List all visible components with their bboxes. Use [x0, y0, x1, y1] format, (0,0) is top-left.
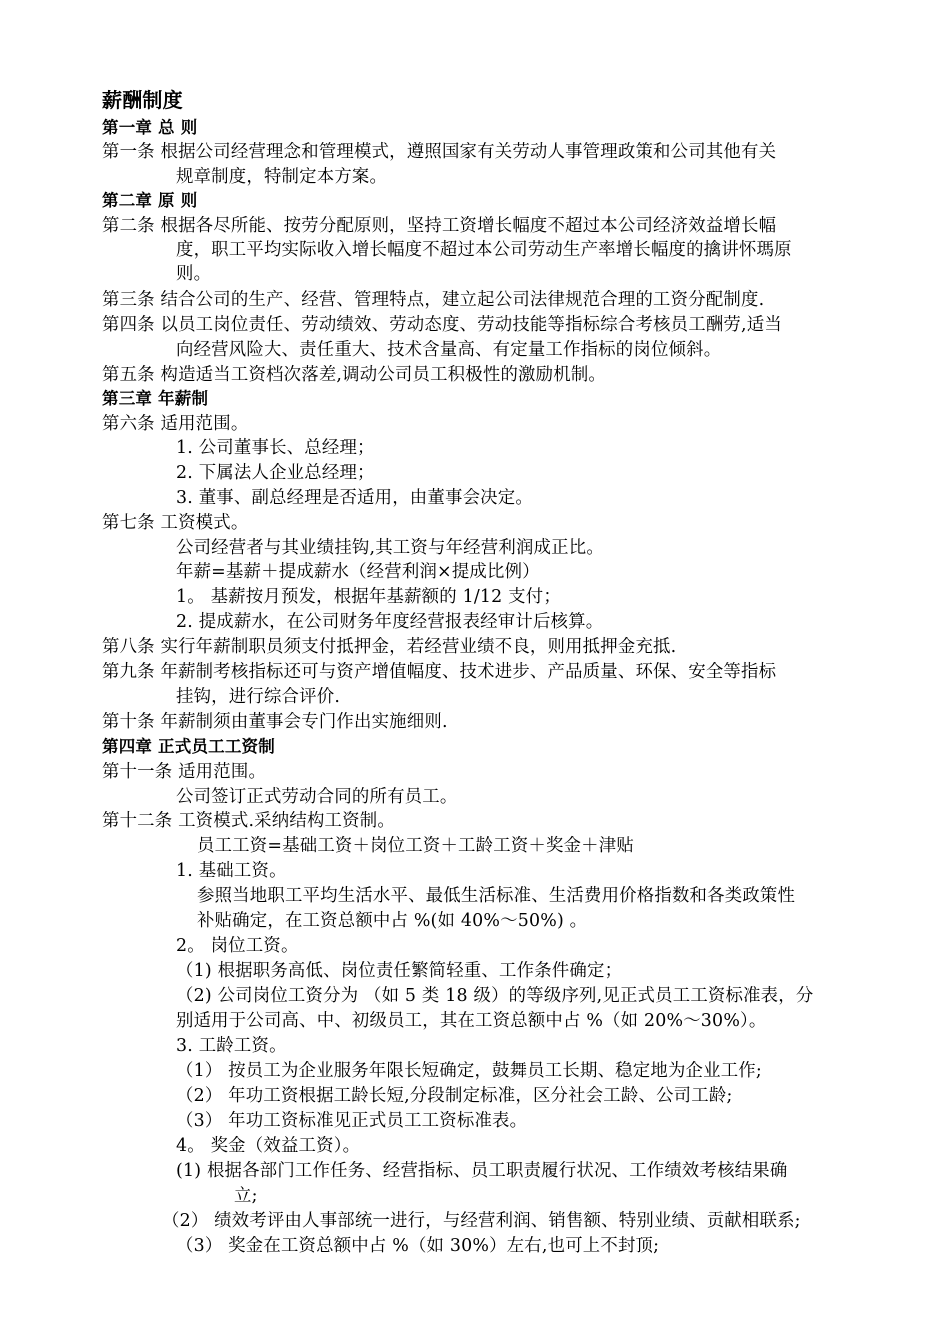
text-line: 第十条 年薪制须由董事会专门作出实施细则. — [102, 712, 448, 732]
text-line: 1. 基础工资。 — [176, 861, 287, 881]
text-line: 别适用于公司高、中、初级员工，其在工资总额中占 %（如 20%～30%）。 — [176, 1011, 767, 1031]
text-line: 公司签订正式劳动合同的所有员工。 — [176, 787, 458, 807]
chapter-heading: 第四章 正式员工工资制 — [102, 737, 275, 756]
chapter-heading: 第三章 年薪制 — [102, 389, 209, 408]
text-line: 公司经营者与其业绩挂钩,其工资与年经营利润成正比。 — [176, 538, 604, 558]
text-line: 规章制度，特制定本方案。 — [176, 167, 388, 187]
text-line: 第三条 结合公司的生产、经营、管理特点，建立起公司法律规范合理的工资分配制度. — [102, 290, 765, 310]
text-line: 则。 — [176, 264, 212, 284]
text-line: 度，职工平均实际收入增长幅度不超过本公司劳动生产率增长幅度的擒讲怀瑪原 — [176, 240, 792, 260]
text-line: 补贴确定，在工资总额中占 %(如 40%～50%) 。 — [197, 911, 588, 931]
text-line: 第七条 工资模式。 — [102, 513, 249, 533]
text-line: 第十二条 工资模式.采纳结构工资制。 — [102, 811, 395, 831]
text-line: (1) 根据各部门工作任务、经营指标、员工职责履行状况、工作绩效考核结果确 — [176, 1161, 788, 1181]
text-line: （3） 奖金在工资总额中占 %（如 30%）左右,也可上不封顶; — [176, 1236, 660, 1256]
text-line: 第一条 根据公司经营理念和管理模式，遵照国家有关劳动人事管理政策和公司其他有关 — [102, 142, 777, 162]
text-line: （1) 根据职务高低、岗位责任繁简轻重、工作条件确定； — [176, 961, 623, 981]
text-line: 第六条 适用范围。 — [102, 414, 249, 434]
text-line: （2) 公司岗位工资分为 （如 5 类 18 级）的等级序列,见正式员工工资标准表，分 — [176, 986, 814, 1006]
text-line: 挂钩，进行综合评价. — [176, 687, 341, 707]
text-line: 第四条 以员工岗位责任、劳动绩效、劳动态度、劳动技能等指标综合考核员工酬劳,适当 — [102, 315, 782, 335]
text-line: 1. 公司董事长、总经理； — [176, 438, 375, 458]
text-line: 第八条 实行年薪制职员须支付抵押金，若经营业绩不良，则用抵押金充抵. — [102, 637, 677, 657]
text-line: （3） 年功工资标准见正式员工工资标准表。 — [176, 1111, 528, 1131]
text-line: 第二条 根据各尽所能、按劳分配原则，坚持工资增长幅度不超过本公司经济效益增长幅 — [102, 216, 777, 236]
document-title: 薪酬制度 — [102, 88, 183, 112]
text-line: （1） 按员工为企业服务年限长短确定，鼓舞员工长期、稳定地为企业工作; — [176, 1061, 762, 1081]
text-line: 3. 董事、副总经理是否适用，由董事会决定。 — [176, 488, 533, 508]
text-line: （2） 年功工资根据工龄长短,分段制定标准，区分社会工龄、公司工龄; — [176, 1086, 733, 1106]
chapter-heading: 第二章 原 则 — [102, 191, 198, 210]
text-line: 3. 工龄工资。 — [176, 1036, 287, 1056]
text-line: 2. 下属法人企业总经理； — [176, 463, 375, 483]
text-line: 参照当地职工平均生活水平、最低生活标准、生活费用价格指数和各类政策性 — [197, 886, 796, 906]
text-line: （2） 绩效考评由人事部统一进行，与经营利润、销售额、特别业绩、贡献相联系; — [162, 1211, 801, 1231]
text-line: 向经营风险大、责任重大、技术含量高、有定量工作指标的岗位倾斜。 — [176, 340, 722, 360]
text-line: 1。 基薪按月预发，根据年基薪额的 1/12 支付； — [176, 587, 561, 607]
text-line: 第五条 构造适当工资档次落差,调动公司员工积极性的激励机制。 — [102, 365, 606, 385]
text-line: 2. 提成薪水，在公司财务年度经营报表经审计后核算。 — [176, 612, 604, 632]
text-line: 年薪=基薪＋提成薪水（经营利润×提成比例） — [176, 562, 540, 582]
text-line: 立; — [234, 1186, 258, 1206]
text-line: 第九条 年薪制考核指标还可与资产增值幅度、技术进步、产品质量、环保、安全等指标 — [102, 662, 777, 682]
text-line: 2。 岗位工资。 — [176, 936, 299, 956]
text-line: 员工工资=基础工资＋岗位工资＋工龄工资＋奖金＋津贴 — [197, 836, 634, 856]
text-line: 4。 奖金（效益工资）。 — [176, 1136, 361, 1156]
chapter-heading: 第一章 总 则 — [102, 118, 198, 137]
text-line: 第十一条 适用范围。 — [102, 762, 267, 782]
